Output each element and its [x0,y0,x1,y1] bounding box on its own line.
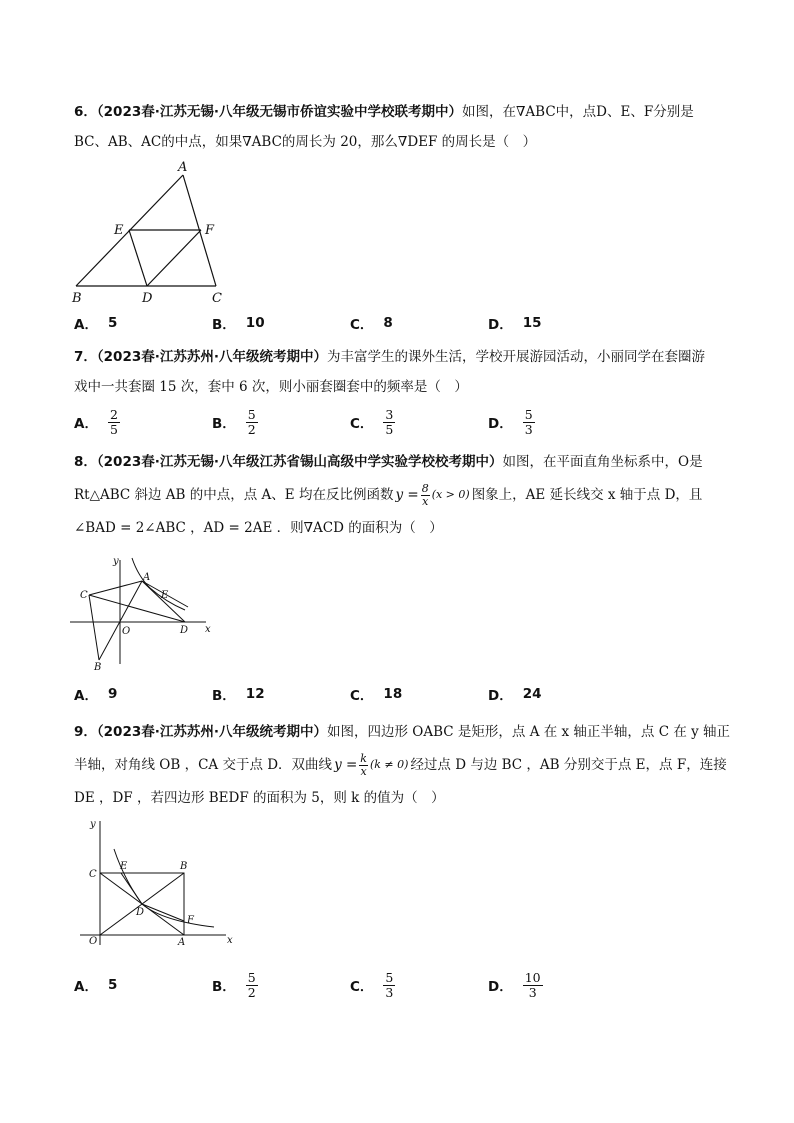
question-7-options [74,405,734,439]
point-label-f: F [187,915,194,926]
question-8-line-3: ∠BAD = 2∠ABC ，AD = 2AE ．则∇ACD 的面积为（ ） [74,520,443,536]
question-9-line-2: 半轴，对角线 OB ，CA 交于点 D．双曲线 y = $\frac{k}{x}$ (k ≠ 0) 经过点 D 与边 BC ，AB 分别交于点 E，点 F，连接 [74,747,734,783]
point-label-b: B [94,662,102,673]
fraction: $\frac{3}{5}$ [385,406,394,437]
function-expression: y = $\frac{k}{x}$ (k ≠ 0) [334,751,409,778]
point-label-f: F [205,223,215,238]
question-6-text [74,97,734,157]
question-stem: 如图，在∇ABC中，点D、E、F分别是 [462,104,694,120]
point-label-e: E [120,861,128,872]
option-c[interactable]: C． $\frac{5}{3}$ [350,969,394,1000]
question-6-options [74,306,734,340]
question-source: （2023春·江苏苏州·八年级统考期中） [96,349,327,365]
fraction: $\frac{2}{5}$ [109,406,118,437]
fraction: $\frac{5}{3}$ [524,406,533,437]
option-b[interactable]: B． $\frac{5}{2}$ [212,969,256,1000]
segment-ed [129,230,147,286]
point-label-a: A [178,160,188,175]
question-8-figure [66,552,216,674]
option-c[interactable]: C． 8 [350,315,393,333]
option-d[interactable]: D． 15 [488,315,542,333]
option-a[interactable]: A． 9 [74,686,118,704]
point-label-o: O [89,936,98,947]
question-8-line-2: Rt△ABC 斜边 AB 的中点，点 A、E 均在反比例函数 y = $\frac{8}{x}$ (x > 0) 图象上，AE 延长线交 x 轴于点 D，且 [74,477,734,513]
question-9-options [74,968,734,1002]
option-d[interactable]: D． 24 [488,686,542,704]
segment-df [147,230,201,286]
question-number: 6． [74,104,97,120]
question-source: （2023春·江苏无锡·八年级无锡市侨谊实验中学校联考期中） [96,104,462,120]
question-source: （2023春·江苏苏州·八年级统考期中） [96,724,327,740]
option-a[interactable]: A． 5 [74,977,118,995]
question-8-line-1 [74,447,734,477]
question-number: 7． [74,349,97,365]
question-stem: 如图，在平面直角坐标系中，O是 [502,454,703,470]
point-label-d: D [136,907,145,918]
option-d[interactable]: D． $\frac{5}{3}$ [488,406,533,437]
point-label-a: A [178,937,186,948]
point-label-d: D [142,291,153,306]
point-label-o: O [122,626,131,637]
segment-cb [89,595,99,660]
option-a[interactable]: A． $\frac{2}{5}$ [74,406,118,437]
question-8-text [74,447,734,543]
point-label-e: E [114,223,124,238]
option-d[interactable]: D． $\frac{10}{3}$ [488,969,541,1000]
question-6-figure [60,155,240,310]
question-9-text [74,717,734,813]
question-6-line-2: BC、AB、AC的中点，如果∇ABC的周长为 20，那么∇DEF 的周长是（ ） [74,134,537,150]
option-c[interactable]: C． 18 [350,686,403,704]
question-9-line-1 [74,717,734,747]
question-stem: 为丰富学生的课外生活，学校开展游园活动，小丽同学在套圈游 [327,349,705,365]
question-8-options [74,677,734,711]
axis-label-x: x [205,624,211,635]
point-label-c: C [212,291,222,306]
fraction: $\frac{5}{3}$ [385,969,394,1000]
question-7-text [74,342,734,402]
question-stem: 如图，四边形 OABC 是矩形，点 A 在 x 轴正半轴，点 C 在 y 轴正 [327,724,731,740]
option-b[interactable]: B． 12 [212,686,265,704]
fraction: $\frac{5}{2}$ [247,969,256,1000]
segment-ac [89,581,142,595]
axis-label-x: x [227,935,233,946]
question-9-figure [80,815,240,950]
point-label-b: B [180,861,188,872]
axis-label-y: y [90,819,96,830]
option-c[interactable]: C． $\frac{3}{5}$ [350,406,394,437]
option-b[interactable]: B． $\frac{5}{2}$ [212,406,256,437]
question-7-line-2: 戏中一共套圈 15 次，套中 6 次，则小丽套圈套中的频率是（ ） [74,379,468,395]
function-expression: y = $\frac{8}{x}$ (x > 0) [395,481,470,508]
segment-df [142,904,184,921]
point-label-e: E [161,590,169,601]
point-label-a: A [143,572,151,583]
question-source: （2023春·江苏无锡·八年级江苏省锡山高级中学实验学校校考期中） [96,454,503,470]
question-number: 8． [74,454,97,470]
fraction: $\frac{10}{3}$ [524,969,541,1000]
point-label-c: C [89,869,97,880]
question-7-line-1 [74,342,734,372]
option-a[interactable]: A． 5 [74,315,118,333]
question-6-line-1 [74,97,734,127]
point-label-b: B [72,291,82,306]
axis-label-y: y [113,556,119,567]
option-b[interactable]: B． 10 [212,315,265,333]
question-9-line-3: DE ，DF ，若四边形 BEDF 的面积为 5，则 k 的值为（ ） [74,790,445,806]
point-label-c: C [80,590,88,601]
question-number: 9． [74,724,97,740]
fraction: $\frac{5}{2}$ [247,406,256,437]
point-label-d: D [180,625,189,636]
